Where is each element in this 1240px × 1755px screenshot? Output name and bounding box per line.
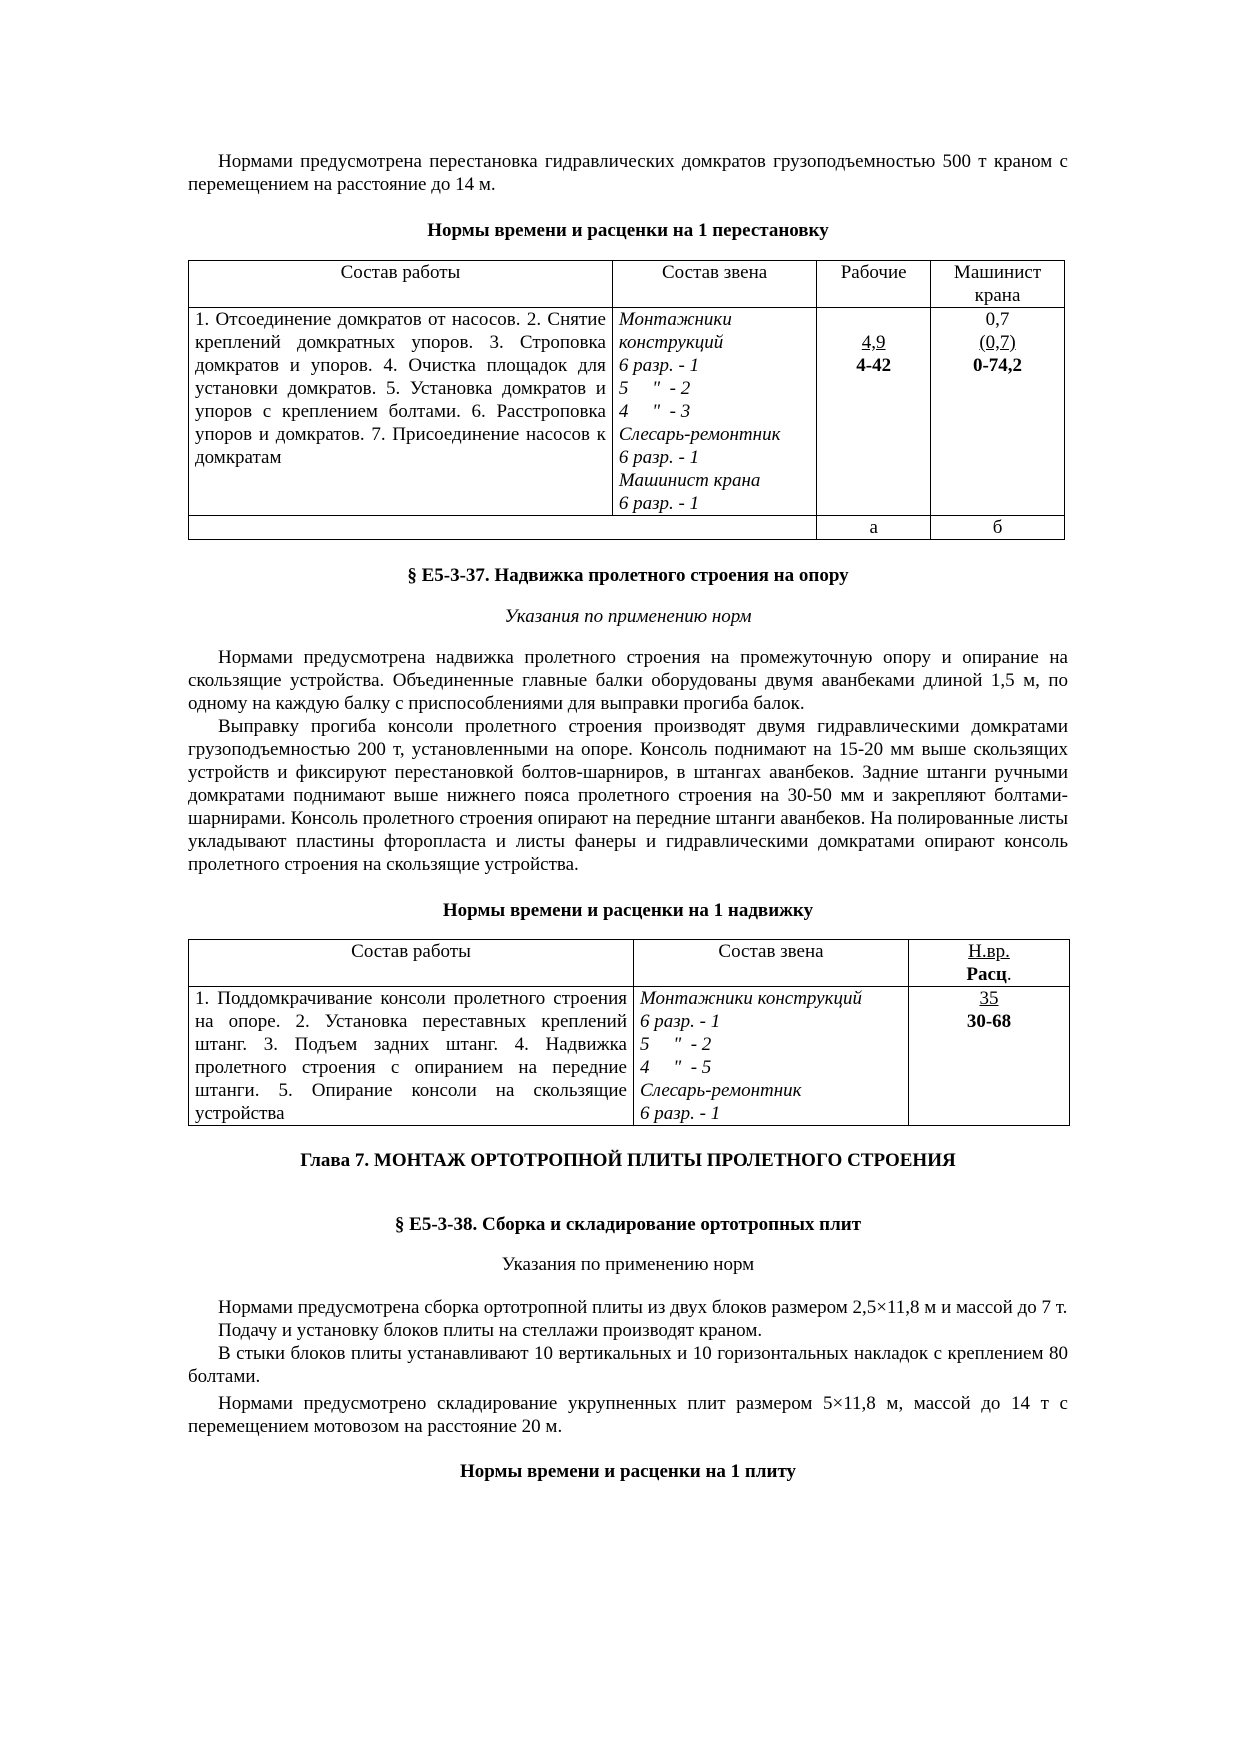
- crew-line: 4 " - 5: [640, 1057, 712, 1078]
- section-37-title: § Е5-3-37. Надвижка пролетного строения на опору: [407, 565, 849, 586]
- header-rate-dot: .: [1006, 964, 1012, 985]
- crew-line: 6 разр. - 1: [618, 493, 700, 514]
- crew-line: 6 разр. - 1: [640, 1011, 721, 1032]
- header-norm-rate: [909, 940, 1070, 987]
- section-38-table-title: Нормы времени и расценки на 1 плиту: [459, 1461, 797, 1482]
- crew-line: 5 " - 2: [640, 1034, 712, 1055]
- section-38-paragraph-4: Нормами предусмотрено складирование укрупненных плит размером 5×11,8 м, массой до 14 т с перемещением мотовозом на расстояние 20 м.: [188, 1393, 1068, 1437]
- crane-rate: 0-74,2: [972, 355, 1023, 376]
- header-workers: Рабочие: [817, 261, 931, 308]
- table2-title: Нормы времени и расценки на 1 надвижку: [442, 900, 814, 921]
- chapter-7-title: Глава 7. МОНТАЖ ОРТОТРОПНОЙ ПЛИТЫ ПРОЛЕТНОГО СТРОЕНИЯ: [300, 1150, 956, 1171]
- crew-line: 6 разр. - 1: [618, 355, 700, 376]
- section-38-title: § Е5-3-38. Сборка и складирование ортотропных плит: [394, 1214, 862, 1235]
- table-row-letters: [189, 516, 1065, 540]
- header-crew: Состав звена: [612, 261, 816, 308]
- workers-values: [817, 308, 931, 516]
- header-time-norm: Н.вр.: [968, 941, 1010, 962]
- table-header-row: [189, 940, 1070, 987]
- section-37-paragraph-1: Нормами предусмотрена надвижка пролетного строения на промежуточную опору и опирание на скользящие устройства. Объединенные главные балки оборудованы двумя аванбеками длиной 1,5 м, по одному на каждую балку с приспособлениями для выправки прогиба балок.: [188, 647, 1068, 714]
- crane-time-norm-bracket: (0,7): [979, 332, 1016, 353]
- intro-paragraph: Нормами предусмотрена перестановка гидравлических домкратов грузоподъемностью 500 т краном с перемещением на расстояние до 14 м.: [188, 151, 1068, 195]
- norms-table-1: [188, 260, 1065, 540]
- table-header-row: [189, 261, 1065, 308]
- norm-values: [909, 987, 1070, 1126]
- table-row: [189, 308, 1065, 516]
- crew-line: Монтажники: [618, 309, 732, 330]
- crew-line: Машинист крана: [618, 470, 761, 491]
- table1-title: Нормы времени и расценки на 1 перестановку: [427, 220, 829, 241]
- column-letter-b: б: [931, 516, 1065, 540]
- section-37-paragraph-2: Выправку прогиба консоли пролетного строения производят двумя гидравлическими домкратами грузоподъемностью 200 т, установленными на опоре. Консоль поднимают на 15-20 мм выше скользящих устройств и фиксируют перестановкой болтов-шарниров, в штангах аванбеков. Задние штанги ручными домкратами поднимают выше нижнего пояса пролетного строения на 30-50 мм и закрепляют болтами-шарнирами. Консоль пролетного строения опирают на передние штанги аванбеков. На полированные листы укладывают пластины фторопласта и листы фанеры и гидравлическими домкратами опирают консоль пролетного строения на скользящие устройства.: [188, 716, 1068, 875]
- header-crane-operator: Машинист крана: [931, 261, 1065, 308]
- crew-line: Слесарь-ремонтник: [618, 424, 781, 445]
- norms-table-2: [188, 939, 1070, 1126]
- crew-composition: [634, 987, 909, 1126]
- section-38-paragraph-1: Нормами предусмотрена сборка ортотропной плиты из двух блоков размером 2,5×11,8 м и массой до 7 т.: [218, 1297, 1068, 1318]
- header-crew: Состав звена: [634, 940, 909, 987]
- crew-line: Монтажники конструкций: [640, 988, 862, 1009]
- header-work: Состав работы: [189, 261, 613, 308]
- crew-line: 4 " - 3: [618, 401, 691, 422]
- rate: 30-68: [966, 1011, 1012, 1032]
- workers-time-norm: 4,9: [861, 332, 886, 353]
- time-norm: 35: [979, 988, 999, 1009]
- crew-composition: [612, 308, 816, 516]
- crew-line: Слесарь-ремонтник: [640, 1080, 802, 1101]
- crew-line: 6 разр. - 1: [618, 447, 700, 468]
- workers-rate: 4-42: [856, 355, 892, 376]
- crane-time-norm: 0,7: [985, 309, 1010, 330]
- header-work: Состав работы: [189, 940, 634, 987]
- section-38-paragraph-3: В стыки блоков плиты устанавливают 10 вертикальных и 10 горизонтальных накладок с креплением 80 болтами.: [188, 1343, 1068, 1387]
- document-page: [188, 150, 1068, 1483]
- empty-cell: [189, 516, 817, 540]
- crane-values: [931, 308, 1065, 516]
- section-38-subtitle: Указания по применению норм: [501, 1254, 755, 1275]
- crew-line: 6 разр. - 1: [640, 1103, 721, 1124]
- header-rate: Расц: [966, 964, 1007, 985]
- work-description: 1. Отсоединение домкратов от насосов. 2. Снятие креплений домкратных упоров. 3. Строповка домкратов и упоров. 4. Очистка площадок для установки домкратов. 5. Установка домкратов и упоров с креплением болтами. 6. Расстроповка упоров и домкратов. 7. Присоединение насосов к домкратам: [189, 308, 613, 516]
- section-38-paragraph-2: Подачу и установку блоков плиты на стеллажи производят краном.: [218, 1320, 763, 1341]
- crew-line: 5 " - 2: [618, 378, 691, 399]
- work-description: 1. Поддомкрачивание консоли пролетного строения на опоре. 2. Установка переставных креплений штанг. 3. Подъем задних штанг. 4. Надвижка пролетного строения с опиранием на передние штанги. 5. Опирание консоли на скользящие устройства: [189, 987, 634, 1126]
- crew-line: конструкций: [618, 332, 724, 353]
- section-37-subtitle: Указания по применению норм: [504, 606, 752, 627]
- column-letter-a: а: [817, 516, 931, 540]
- table-row: [189, 987, 1070, 1126]
